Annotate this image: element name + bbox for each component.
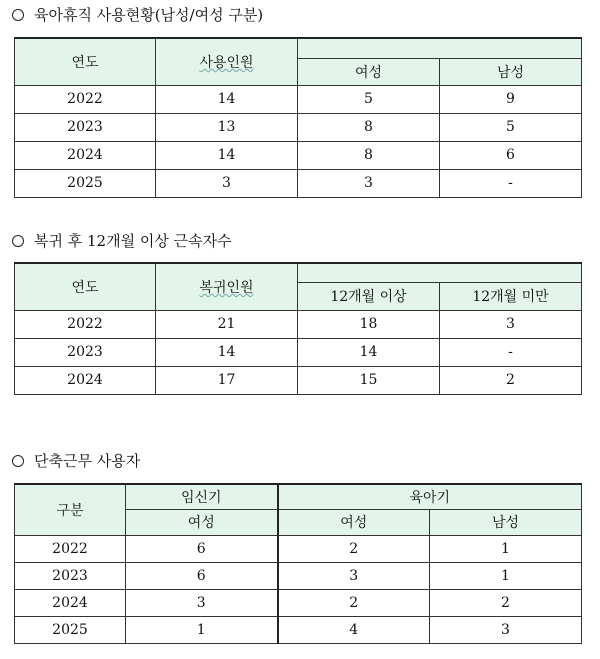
- header-category: 구분: [15, 484, 126, 535]
- section3-title: 단축근무 사용자: [34, 452, 141, 470]
- header-blank: [298, 263, 582, 282]
- cell-year: 2025: [15, 169, 156, 197]
- cell-over12: 15: [298, 366, 440, 394]
- table-row: [15, 85, 582, 113]
- cell-female: 8: [298, 113, 440, 141]
- cell-child-male: 1: [430, 535, 582, 562]
- header-childcare: 육아기: [278, 484, 582, 509]
- cell-child-male: 1: [430, 562, 582, 589]
- header-female: 여성: [298, 58, 440, 85]
- parental-leave-table: [14, 37, 582, 198]
- cell-users: 14: [156, 85, 298, 113]
- table-row: [15, 589, 582, 616]
- cell-male: -: [440, 169, 582, 197]
- header-over12: 12개월 이상: [298, 282, 440, 310]
- cell-year: 2023: [15, 562, 126, 589]
- header-pregnancy: 임신기: [126, 484, 278, 509]
- table-row: [15, 562, 582, 589]
- header-users: 사용인원: [156, 38, 298, 85]
- cell-child-female: 4: [278, 616, 430, 643]
- table-row: [15, 338, 582, 366]
- table-row: [15, 113, 582, 141]
- cell-preg-female: 6: [126, 562, 278, 589]
- circle-bullet-icon: [12, 455, 24, 467]
- cell-year: 2024: [15, 589, 126, 616]
- cell-over12: 14: [298, 338, 440, 366]
- return-retention-table: [14, 262, 582, 395]
- circle-bullet-icon: [12, 9, 24, 21]
- section2-title: 복귀 후 12개월 이상 근속자수: [34, 232, 232, 250]
- section1-heading: [12, 5, 263, 25]
- cell-under12: 2: [440, 366, 582, 394]
- cell-year: 2022: [15, 310, 156, 338]
- cell-returned: 14: [156, 338, 298, 366]
- cell-returned: 21: [156, 310, 298, 338]
- cell-child-female: 2: [278, 535, 430, 562]
- reduced-hours-table: [14, 483, 582, 644]
- table-row: [15, 141, 582, 169]
- header-blank: [298, 38, 582, 58]
- cell-female: 5: [298, 85, 440, 113]
- header-child-female: 여성: [278, 509, 430, 535]
- header-male: 남성: [440, 58, 582, 85]
- section1-title: 육아휴직 사용현황(남성/여성 구분): [34, 6, 264, 24]
- header-child-male: 남성: [430, 509, 582, 535]
- cell-under12: 3: [440, 310, 582, 338]
- table-row: [15, 169, 582, 197]
- table-row: [15, 535, 582, 562]
- cell-male: 6: [440, 141, 582, 169]
- cell-users: 14: [156, 141, 298, 169]
- header-year: 연도: [15, 38, 156, 85]
- cell-year: 2022: [15, 535, 126, 562]
- cell-preg-female: 3: [126, 589, 278, 616]
- table-row: [15, 616, 582, 643]
- header-returned: 복귀인원: [156, 263, 298, 310]
- cell-under12: -: [440, 338, 582, 366]
- table-row: [15, 366, 582, 394]
- cell-male: 9: [440, 85, 582, 113]
- header-preg-female: 여성: [126, 509, 278, 535]
- cell-year: 2023: [15, 338, 156, 366]
- cell-preg-female: 6: [126, 535, 278, 562]
- cell-year: 2022: [15, 85, 156, 113]
- cell-child-male: 3: [430, 616, 582, 643]
- cell-preg-female: 1: [126, 616, 278, 643]
- section3-heading: [12, 451, 140, 471]
- cell-over12: 18: [298, 310, 440, 338]
- cell-child-female: 3: [278, 562, 430, 589]
- cell-returned: 17: [156, 366, 298, 394]
- header-under12: 12개월 미만: [440, 282, 582, 310]
- circle-bullet-icon: [12, 235, 24, 247]
- cell-year: 2023: [15, 113, 156, 141]
- cell-users: 13: [156, 113, 298, 141]
- cell-female: 3: [298, 169, 440, 197]
- cell-users: 3: [156, 169, 298, 197]
- cell-year: 2025: [15, 616, 126, 643]
- cell-child-male: 2: [430, 589, 582, 616]
- cell-child-female: 2: [278, 589, 430, 616]
- section2-heading: [12, 231, 232, 251]
- cell-female: 8: [298, 141, 440, 169]
- cell-year: 2024: [15, 366, 156, 394]
- cell-year: 2024: [15, 141, 156, 169]
- header-year: 연도: [15, 263, 156, 310]
- table-row: [15, 310, 582, 338]
- cell-male: 5: [440, 113, 582, 141]
